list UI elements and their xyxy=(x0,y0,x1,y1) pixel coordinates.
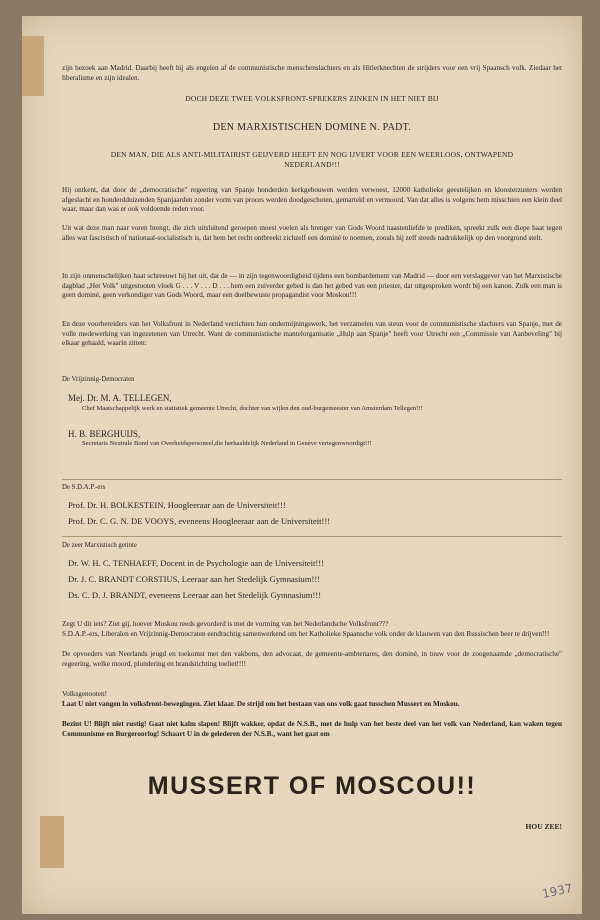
slogan: MUSSERT OF MOSCOU!! xyxy=(147,772,477,800)
group2-person1: Prof. Dr. H. BOLKESTEIN, Hoogleeraar aan de Universiteit!!! xyxy=(68,500,286,510)
group1-person2-desc: Secretaris Neutrale Bond van Overheidspersoneel,die herhaaldelijk Nederland in Genève vertegenwoordigt!!! xyxy=(82,440,372,447)
call-1: Laat U niet vangen in volksfront-bewegingen. Ziet klaar. De strijd om het bestaan van ons volk gaat tusschen Mussert en Moskou. xyxy=(62,700,460,708)
divider-2 xyxy=(62,536,562,537)
doch-line: DOCH DEZE TWEE VOLKSFRONT-SPREKERS ZINKEN IN HET NIET BIJ xyxy=(185,94,439,103)
paragraph-4: En deze voorbereiders van het Volksfront in Nederland verrichten hun ondermijningswerk, het verzamelen van steun voor de communistische slachters van Spanje, met de volle medewerking van ingezetenen van Utrecht. Want de communistische mantelorganisatie „Hulp aan Spanje" heeft voor Utrecht een „Commissie van Aanbeveling" bij elkaar gehaald, waarin zitten: xyxy=(62,320,562,348)
main-heading: DEN MARXISTISCHEN DOMINE N. PADT. xyxy=(212,122,412,133)
divider-1 xyxy=(62,479,562,480)
paper-tab-top xyxy=(22,36,44,96)
sub-heading: DEN MAN, DIE ALS ANTI-MILITAIRIST GEIJVERD HEEFT EN NOG IJVERT VOOR EEN WEERLOOS, ONTWAPEND NEDERLAND!!! xyxy=(110,150,514,169)
paragraph-5: Zegt U dit iets? Ziet gij, hoever Moskou reeds gevorderd is met de vorming van het Nederlandsche Volksfront??? xyxy=(62,620,389,628)
paragraph-6: S.D.A.P.-ers, Liberalen en Vrijzinnig-Democraten eendrachtig samenwerkend om het Katholieke Spaansche volk onder de klauwen van den Russischen beer te drijven!!! xyxy=(62,630,550,638)
paragraph-1: Hij ontkent, dat door de „democratische" regeering van Spanje honderden kerkgebouwen werden verwoest, 12000 katholieke geestelijken en kloosterzusters werden afgeslacht en honderdduizenden Spanjaarden zonder vorm van proces werden doodgeschoten, gemarteld en vermoord. Van dat alles is volgens hem misschien een klein deel waar, maar dan was er ook voldoende reden voor. xyxy=(62,186,562,214)
group3-person1: Dr. W. H. C. TENHAEFF, Docent in de Psychologie aan de Universiteit!!! xyxy=(68,558,324,568)
paragraph-7: De opvoeders van Neerlands jeugd en toekomst met den vakbons, den advocaat, de gemeente-ambtenares, den dominé, in touw voor de zoogenaamde „democratische" regeering, welke moord, plundering en brandstichting toeliet!!!! xyxy=(62,650,562,668)
paragraph-2: Uit wat deze man naar voren brengt, die zich uitsluitend geroepen moest voelen als brenger van Gods Woord naastenliefde te prediken, spreekt zulk een diepe haat tegen alles wat fascistisch of nationaal-socialistisch is, dat hem het recht ontbreekt zichzelf een dominé te noemen, zooals hij zelf steeds nadrukkelijk op den voorgrond stelt. xyxy=(62,224,562,242)
group2-label: De S.D.A.P.-ers xyxy=(62,484,106,491)
group3-person2: Dr. J. C. BRANDT CORSTIUS, Leeraar aan het Stedelijk Gymnasium!!! xyxy=(68,574,321,584)
poster-sheet xyxy=(22,16,582,914)
group2-person2: Prof. Dr. C. G. N. DE VOOYS, eveneens Hoogleeraar aan de Universiteit!!! xyxy=(68,516,331,526)
paper-tab-bottom xyxy=(40,816,64,868)
group3-label: De zeer Marxistisch getinte xyxy=(62,542,137,549)
handwritten-year: 1937 xyxy=(540,880,574,902)
group1-person2-name: H. B. BERGHUIJS, xyxy=(68,429,141,439)
group1-label: De Vrijzinnig-Democraten xyxy=(62,376,135,383)
group3-person3: Ds. C. D. J. BRANDT, eveneens Leeraar aan het Stedelijk Gymnasium!!! xyxy=(68,590,322,600)
intro-text: zijn bezoek aan Madrid. Daarbij heeft hij als engelen af de communistische menschenslachters en als Hitlerknechten de strijders voor een vrij Spaansch volk. Ziedaar het liberalisme en zijn idealen. xyxy=(62,64,562,82)
call-2: Bezint U! Blijft niet rustig! Gaat niet kalm slapen! Blijft wakker, opdat de N.S.B., met de hulp van het beste deel van het volk van Nederland, kan waken tegen Communisme en Burgeroorlog! Schaart U in de gelederen der N.S.B., want het gaat om xyxy=(62,720,562,738)
volksgenooten-label: Volksgenooten! xyxy=(62,690,107,698)
group1-person1-desc: Chef Maatschappelijk werk en statistiek gemeente Utrecht, dochter van wijlen den oud-burgemeester van Amsterdam Tellegen!!! xyxy=(82,405,423,412)
group1-person1-name: Mej. Dr. M. A. TELLEGEN, xyxy=(68,393,172,403)
hou-zee: HOU ZEE! xyxy=(525,822,562,831)
paragraph-3: In zijn onmenschelijken haat schreeuwt hij het uit, dat de — in zijn tegenwoordigheid tijdens een bombardement van Madrid — door een verslaggever van het Marxistische dagblad „Het Volk" uitgestooten vloek G . . . V . . . D . . . hem een zuiverder gebed is dan het gebed van een priester, dat uitgesproken wordt bij een kanon. Zulk een man is geen dominé, geen verkondiger van Gods Woord, maar een doelbewuste propagandist voor Moskou!!! xyxy=(62,272,562,300)
